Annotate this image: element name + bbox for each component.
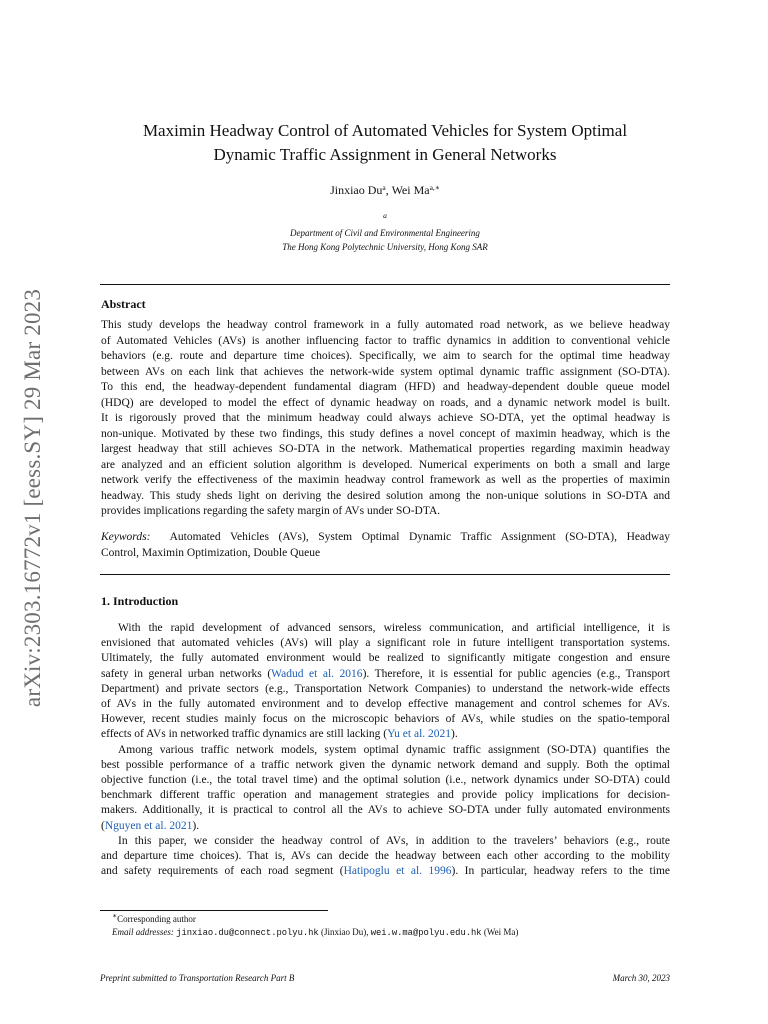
author-ma: Wei Ma xyxy=(391,183,430,197)
footnote-rule xyxy=(100,910,328,911)
author-du: Jinxiao Du xyxy=(330,183,383,197)
abstract-line: To this end, the headway-dependent fundamental diagram (HFD) and headway-dependent double queue model xyxy=(101,381,670,393)
affiliation-marker: a xyxy=(383,211,387,220)
intro-line: Department) and private sectors (e.g., Transportation Network Companies) to understand the network-wide effects xyxy=(101,682,670,695)
preprint-date: March 30, 2023 xyxy=(612,973,670,983)
arxiv-sidebar xyxy=(20,262,46,734)
keywords-label: Keywords: xyxy=(101,531,151,543)
abstract-line: largest headway that still achieves SO-DTA in the network. Mathematical properties regarding maximin headway xyxy=(101,443,670,455)
intro-line: Ultimately, the fully automated environment would be realized to significantly mitigate congestion and ensure xyxy=(101,652,670,665)
citation-link[interactable]: Wadud et al. 2016 xyxy=(271,667,363,680)
intro-line: objective function (i.e., the total travel time) and the optimal solution (i.e., network dynamics under SO-DTA) could xyxy=(101,774,670,787)
affiliation-department: $^a$ Department of Civil and Environmental Engineering xyxy=(290,211,480,238)
intro-line: With the rapid development of advanced sensors, wireless communication, and artificial intelligence, it is xyxy=(118,622,670,634)
intro-line: benchmark different traffic operation and management strategies and provide policy implications for decision- xyxy=(101,789,670,802)
abstract-line: are analyzed and an efficient solution algorithm is developed. Numerical experiments on both a small and large xyxy=(101,458,670,471)
abstract-line: network verify the effectiveness of the maximin headway control framework as well as the properties of maximin xyxy=(101,474,670,486)
keywords-line xyxy=(101,530,670,546)
intro-line: envisioned that automated vehicles (AVs) will play a significant role in future intelligent transportation systems. xyxy=(101,637,670,650)
intro-line: and departure time choices). That is, AVs can decide the headway between each other according to the mobility xyxy=(101,850,670,863)
abstract-bottom-rule xyxy=(100,574,670,575)
footnote-marker: ∗ xyxy=(112,911,118,920)
title-line-1: Maximin Headway Control of Automated Vehicles for System Optimal xyxy=(142,121,628,140)
intro-line: safety in general urban networks (Wadud et al. 2016). Therefore, it is essential for public agencies (e.g., Transport xyxy=(101,667,670,680)
intro-line: However, recent studies mainly focus on the microscopic behaviors of AVs, while studies on the spatio-temporal xyxy=(101,713,670,726)
title-line-2: Dynamic Traffic Assignment in General Networks xyxy=(213,145,557,164)
abstract-line: behaviors (e.g. route and departure time choices). Specifically, we aim to search for the optimal time headway xyxy=(101,350,670,362)
abstract-line: It is rigorously proved that the minimum headway could always achieve SO-DTA, yet the optimal headway is xyxy=(101,412,670,424)
abstract-line: of Automated Vehicles (AVs) is another influencing factor to traffic dynamics in addition to conventional vehicle xyxy=(101,334,670,347)
keywords-text-1: Automated Vehicles (AVs), System Optimal Dynamic Traffic Assignment (SO-DTA), Headway xyxy=(169,531,671,543)
footnote xyxy=(112,913,518,939)
intro-line: (Nguyen et al. 2021). xyxy=(101,819,200,832)
citation-link[interactable]: Yu et al. 2021 xyxy=(387,728,452,741)
footnote-emails xyxy=(112,926,518,940)
intro-line: effects of AVs in networked traffic dynamics are still lacking (Yu et al. 2021). xyxy=(101,728,458,741)
author-du-affil-marker: a xyxy=(382,183,386,192)
author-separator: , xyxy=(385,183,392,197)
intro-line: In this paper, we consider the headway control of AVs, in addition to the travelers’ behaviors (e.g., route xyxy=(118,834,670,847)
email-du[interactable]: jinxiao.du@connect.polyu.hk xyxy=(176,927,319,938)
email-label: Email addresses: xyxy=(112,926,174,937)
author-list xyxy=(100,183,670,198)
intro-line: best possible performance of a traffic network given the dynamic network demand and supply. Both the optimal xyxy=(101,758,670,771)
intro-line: makers. Additionally, it is practical to control all the AVs to achieve SO-DTA under fully automated environments xyxy=(101,804,670,817)
affiliation xyxy=(100,212,670,254)
arxiv-identifier: arXiv:2303.16772v1 [eess.SY] 29 Mar 2023 xyxy=(20,288,45,708)
keywords-text-2: Control, Maximin Optimization, Double Queue xyxy=(101,546,321,559)
intro-line: and safety requirements of each road segment (Hatipoglu et al. 1996). In particular, headway refers to the time xyxy=(101,865,670,878)
email-ma[interactable]: wei.w.ma@polyu.edu.hk xyxy=(370,927,482,938)
email-du-name: (Jinxiao Du), xyxy=(320,926,369,937)
abstract-line: headway. This study sheds light on deriving the desired solution among the non-unique solutions in SO-DTA and xyxy=(101,489,670,502)
footnote-corresponding: ∗Corresponding author xyxy=(112,911,196,924)
abstract-line: This study develops the headway control framework in a fully automated road network, as we believe headway xyxy=(101,319,670,331)
citation-link[interactable]: Nguyen et al. 2021 xyxy=(104,819,193,832)
introduction-body xyxy=(101,621,670,879)
citation-link[interactable]: Hatipoglu et al. 1996 xyxy=(343,865,452,878)
intro-line: of AVs in the fully automated environment and to develop effective management and control schemes for AVs. xyxy=(101,698,670,711)
keywords xyxy=(101,530,670,561)
abstract-heading: Abstract xyxy=(101,297,146,311)
abstract-top-rule xyxy=(100,284,670,285)
paper-title xyxy=(100,119,670,167)
affiliation-university: The Hong Kong Polytechnic University, Hong Kong SAR xyxy=(282,242,488,252)
email-ma-name: (Wei Ma) xyxy=(483,926,519,937)
section-heading-introduction: 1. Introduction xyxy=(101,594,179,608)
author-ma-affil-marker: a,∗ xyxy=(429,183,440,192)
abstract-line: (HDQ) are developed to model the effect of dynamic headway on roads, and a dynamic network model is built. xyxy=(101,396,670,409)
abstract-line: between AVs on each link that achieves the network-wide system optimal dynamic traffic assignment (SO-DTA). xyxy=(101,365,670,378)
preprint-note: Preprint submitted to Transportation Research Part B xyxy=(100,973,295,983)
abstract-line: provides implications regarding the safety margin of AVs under SO-DTA. xyxy=(101,505,441,517)
intro-line: Among various traffic network models, system optimal dynamic traffic assignment (SO-DTA) quantifies the xyxy=(118,743,670,756)
abstract-body xyxy=(101,318,670,520)
abstract-line: non-unique. Motivated by these two findings, this study defines a novel concept of maximin headway, which is the xyxy=(101,427,670,440)
